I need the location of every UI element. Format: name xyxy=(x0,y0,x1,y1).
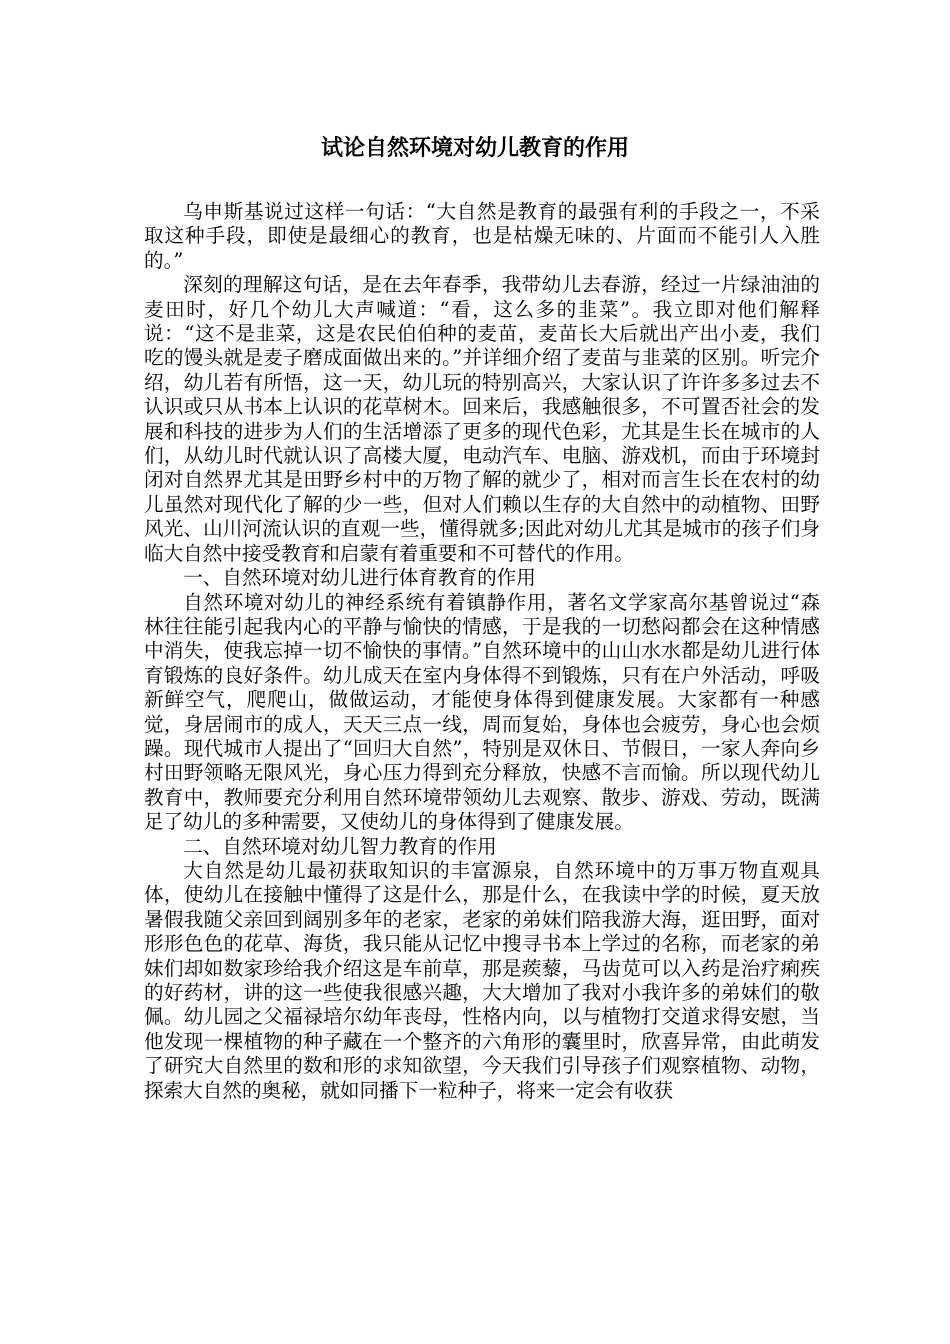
paragraph-physical-education: 自然环境对幼儿的神经系统有着镇静作用，著名文学家高尔基曾说过“森林往往能引起我内心的平静与愉快的情感，于是我的一切愁闷都会在这种情感中消失，使我忘掉一切不愉快的事情。”自然环境中的山山水水都是幼儿进行体育锻炼的良好条件。幼儿成天在室内身体得不到锻炼，只有在户外活动，呼吸新鲜空气，爬爬山，做做运动，才能使身体得到健康发展。大家都有一种感觉，身居闹市的成人，天天三点一线，周而复始，身体也会疲劳，身心也会烦躁。现代城市人提出了“回归大自然”，特别是双休日、节假日，一家人奔向乡村田野领略无限风光，身心压力得到充分释放，快感不言而愉。所以现代幼儿教育中，教师要充分利用自然环境带领幼儿去观察、散步、游戏、劳动，既满足了幼儿的多种需要，又使幼儿的身体得到了健康发展。 xyxy=(144,590,820,834)
section-heading-physical-education: 一、自然环境对幼儿进行体育教育的作用 xyxy=(183,566,536,590)
paragraph-spring-outing: 深刻的理解这句话，是在去年春季，我带幼儿去春游，经过一片绿油油的麦田时，好几个幼儿大声喊道：“看，这么多的韭菜”。我立即对他们解释说：“这不是韭菜，这是农民伯伯种的麦苗，麦苗长大后就出产出小麦，我们吃的馒头就是麦子磨成面做出来的。”并详细介绍了麦苗与韭菜的区别。听完介绍，幼儿若有所悟，这一天，幼儿玩的特别高兴，大家认识了许许多多过去不认识或只从书本上认识的花草树木。回来后，我感触很多，不可置否社会的发展和科技的进步为人们的生活增添了更多的现代色彩，尤其是生长在城市的人们，从幼儿时代就认识了高楼大厦，电动汽车、电脑、游戏机，而由于环境封闭对自然界尤其是田野乡村中的万物了解的就少了，相对而言生长在农村的幼儿虽然对现代化了解的少一些，但对人们赖以生存的大自然中的动植物、田野风光、山川河流认识的直观一些，懂得就多;因此对幼儿尤其是城市的孩子们身临大自然中接受教育和启蒙有着重要和不可替代的作用。 xyxy=(144,273,820,565)
section-heading-intellectual-education: 二、自然环境对幼儿智力教育的作用 xyxy=(183,834,497,858)
paragraph-intellectual-education: 大自然是幼儿最初获取知识的丰富源泉，自然环境中的万事万物直观具体，使幼儿在接触中懂得了这是什么，那是什么，在我读中学的时候，夏天放暑假我随父亲回到阔别多年的老家，老家的弟妹们陪我游大海，逛田野，面对形形色色的花草、海货，我只能从记忆中搜寻书本上学过的名称，而老家的弟妹们却如数家珍给我介绍这是车前草，那是蒺藜，马齿苋可以入药是治疗痢疾的好药材，讲的这一些使我很感兴趣，大大增加了我对小我许多的弟妹们的敬佩。幼儿园之父福禄培尔幼年丧母，性格内向，以与植物打交道求得安慰，当他发现一棵植物的种子藏在一个整齐的六角形的囊里时，欣喜异常，由此萌发了研究大自然里的数和形的求知欲望，今天我们引导孩子们观察植物、动物，探索大自然的奥秘，就如同播下一粒种子，将来一定会有收获 xyxy=(144,858,820,1102)
document-title: 试论自然环境对幼儿教育的作用 xyxy=(320,136,629,161)
paragraph-intro-quote: 乌申斯基说过这样一句话：“大自然是教育的最强有利的手段之一，不采取这种手段，即使是最细心的教育，也是枯燥无味的、片面而不能引人入胜的。” xyxy=(144,200,820,272)
document-body xyxy=(144,200,820,1103)
